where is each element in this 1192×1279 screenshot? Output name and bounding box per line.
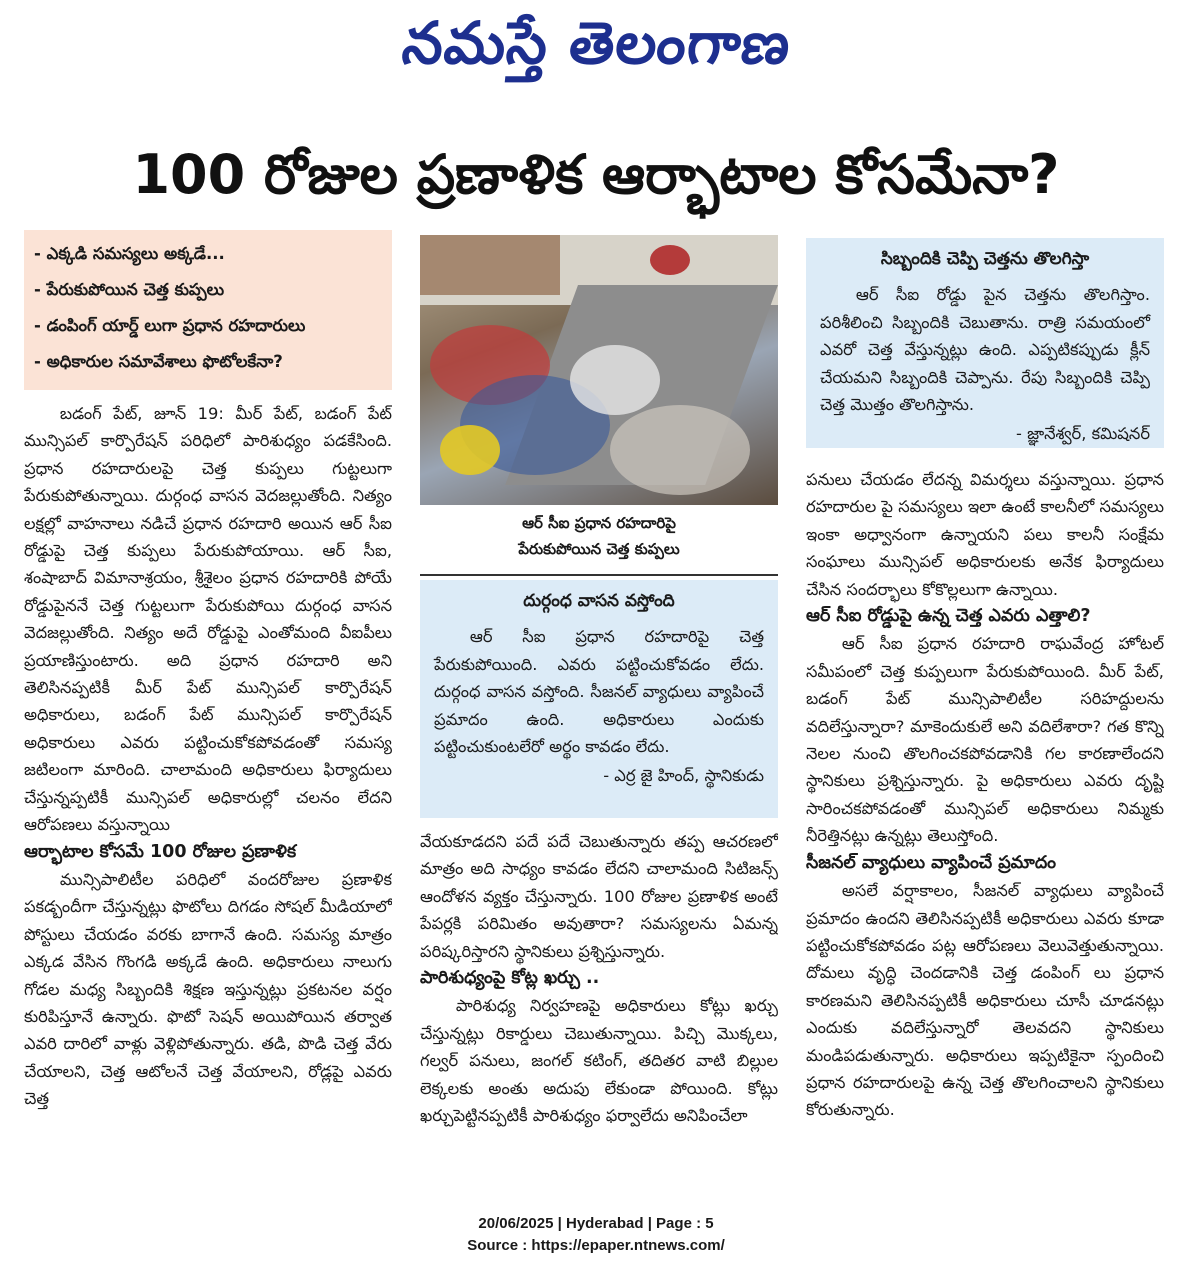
highlight-item: - ఎక్కడి సమస్యలు అక్కడే... bbox=[34, 244, 225, 263]
highlight-item: - పేరుకుపోయిన చెత్త కుప్పలు bbox=[34, 280, 225, 299]
column-right bbox=[806, 466, 1164, 1200]
article-paragraph: బడంగ్ పేట్, జూన్ 19: మీర్ పేట్, బడంగ్ పేట్ మున్సిపల్ కార్పొరేషన్ పరిధిలో పారిశుధ్యం పడకేసింది. ప్రధాన రహదారులపై చెత్త కుప్పలు గుట్టలుగా పేరుకుపోతున్నాయి. దుర్గంధ వాసన వెదజల్లుతోంది. నిత్యం లక్షల్లో వాహనాలు నడిచే ప్రధాన రహదారి అయిన ఆర్ సీఐ రోడ్డుపై చెత్త కుప్పలు పేరుకుపోయాయి. ఆర్ సీఐ, శంషాబాద్ విమానాశ్రయం, శ్రీశైలం ప్రధాన రహదారికి పోయే రోడ్డుపైననే చెత్త గుట్టలుగా పేరుకుపోయి దుర్గంధ వాసన వెదజల్లుతోంది. నిత్యం అదే రోడ్డుపై ఎంతోమంది వీఐపీలు ప్రయాణిస్తుంటారు. అది ప్రధాన రహదారి అని తెలిసినప్పటికీ మీర్ పేట్ మున్సిపల్ కార్పొరేషన్ అధికారులు, బడంగ్ పేట్ మున్సిపల్ కార్పొరేషన్ అధికారులు ఎవరు పట్టించుకోకపోవడంతో సమస్య జటిలంగా మారింది. చాలామంది అధికారులు ఫిర్యాదులు చేస్తున్నప్పటికీ మున్సిపల్ అధికారుల్లో చలనం లేదని ఆరోపణలు వస్తున్నాయి bbox=[24, 404, 392, 835]
masthead bbox=[0, 0, 1192, 100]
masthead-logo: నమస్తే తెలంగాణ bbox=[399, 8, 795, 77]
column-left bbox=[24, 400, 392, 1200]
footer-source-line: Source : https://epaper.ntnews.com/ bbox=[467, 1237, 725, 1254]
quote-signature: - జ్ఞానేశ్వర్, కమిషనర్ bbox=[1016, 424, 1150, 444]
page-footer bbox=[0, 1213, 1192, 1257]
footer-date-line: 20/06/2025 | Hyderabad | Page : 5 bbox=[478, 1215, 714, 1232]
article-paragraph: ఆర్ సీఐ ప్రధాన రహదారి రాఘవేంద్ర హోటల్ సమీపంలో చెత్త కుప్పలుగా పేరుకుపోయింది. మీర్ పేట్, బడంగ్ పేట్ మున్సిపాలిటీల సరిహద్దులను వదిలేస్తున్నారా? మాకెందుకులే అని వదిలేశారా? గత కొన్ని నెలల నుంచి తొలగించకపోవడానికి గల కారణాలేందని స్థానికులు ప్రశ్నిస్తున్నారు. పై అధికారులు ఎవరు దృష్టి సారించకపోవడంతో మున్సిపల్ అధికారులు నిమ్మకు నీరెత్తినట్లు ఉన్నట్లు తెలుస్తోంది. bbox=[806, 634, 1164, 846]
highlights-box bbox=[24, 230, 392, 390]
subheading: ఆర్ సీఐ రోడ్డుపై ఉన్న చెత్త ఎవరు ఎత్తాలి? bbox=[806, 606, 1091, 627]
highlight-item: - అధికారుల సమావేశాలు ఫొటోలకేనా? bbox=[34, 352, 283, 371]
photo-caption bbox=[420, 510, 778, 576]
subheading: పారిశుధ్యంపై కోట్ల ఖర్చు .. bbox=[420, 968, 600, 989]
article-paragraph: పారిశుధ్య నిర్వహణపై అధికారులు కోట్లు ఖర్చు చేస్తున్నట్లు రికార్డులు చెబుతున్నాయి. పిచ్చి మొక్కలు, గల్వర్ పనులు, జంగల్ కటింగ్, తదితర వాటి బిల్లుల లెక్కలకు అంతు అదుపు లేకుండా పోయింది. కోట్లు ఖర్చుపెట్టినప్పటికీ పారిశుధ్యం ఫర్వాలేదు అనిపించేలా bbox=[420, 996, 778, 1126]
article-paragraph: మున్సిపాలిటీల పరిధిలో వందరోజుల ప్రణాళిక పకడ్బందీగా చేస్తున్నట్లు ఫొటోలు దిగడం సోషల్ మీడియాలో పోస్టులు చేయడం వరకు బాగానే ఉంది. సమస్య మాత్రం ఎక్కడ వేసిన గొంగడి అక్కడే ఉంది. అధికారులు నాలుగు గోడల మధ్య సిబ్బందికి శిక్షణ ఇస్తున్నట్లు ప్రకటనల వర్షం కురిపిస్తూనే ఉన్నారు. ఫొటో సెషన్ అయిపోయిన తర్వాత ఎవరి దారిలో వాళ్లు వెళ్లిపోతున్నారు. తడి, పొడి చెత్త వేరు చేయాలని, చెత్త ఆటోలనే చెత్త వేయాలని, రోడ్లపై ఎవరు చెత్త bbox=[24, 869, 392, 1109]
quote-title: సిబ్బందికి చెప్పి చెత్తను తొలగిస్తా bbox=[880, 249, 1090, 269]
quote-text: ఆర్ సీఐ రోడ్డు పైన చెత్తను తొలగిస్తాం. పరిశీలించి సిబ్బందికి చెబుతాను. రాత్రి సమయంలో ఎవరో చెత్త వేస్తున్నట్లు ఉంది. ఎప్పటికప్పుడు క్లీన్ చేయమని సిబ్బందికి చెప్పాను. రేపు సిబ్బందికి చెప్పి చెత్త మొత్తం తొలగిస్తాను. bbox=[820, 285, 1150, 415]
garbage-photo bbox=[420, 235, 778, 505]
column-middle bbox=[420, 828, 778, 1200]
headline: 100 రోజుల ప్రణాళిక ఆర్భాటాల కోసమేనా? bbox=[132, 143, 1060, 206]
subheading: సీజనల్ వ్యాధులు వ్యాపించే ప్రమాదం bbox=[806, 852, 1057, 873]
article-paragraph: అసలే వర్షాకాలం, సీజనల్ వ్యాధులు వ్యాపించే ప్రమాదం ఉందని తెలిసినప్పటికీ అధికారులు ఎవరు కూడా పట్టించుకోకపోవడం పట్ల ఆరోపణలు వెలువెత్తుతున్నాయి. దోమలు వృద్ధి చెందడానికి చెత్త డంపింగ్ లు ప్రధాన కారణమని తెలిసినప్పటికీ అధికారులు చూసీ చూడనట్లు ఎందుకు వదిలేస్తున్నారో తెలవదని స్థానికులు మండిపడుతున్నారు. అధికారులు ఇప్పటికైనా స్పందించి ప్రధాన రహదారులపై ఉన్న చెత్త తొలగించాలని స్థానికులు కోరుతున్నారు. bbox=[806, 881, 1164, 1120]
caption-line: పేరుకుపోయిన చెత్త కుప్పలు bbox=[518, 540, 680, 558]
quote-signature: - ఎర్ర జై హింద్, స్థానికుడు bbox=[603, 766, 764, 786]
quote-text: ఆర్ సీఐ ప్రధాన రహదారిపై చెత్త పేరుకుపోయింది. ఎవరు పట్టించుకోవడం లేదు. దుర్గంధ వాసన వస్తోంది. సీజనల్ వ్యాధులు వ్యాపించే ప్రమాదం ఉంది. అధికారులు ఎందుకు పట్టించుకుంటలేరో అర్థం కావడం లేదు. bbox=[434, 627, 764, 757]
caption-line: ఆర్ సీఐ ప్రధాన రహదారిపై bbox=[522, 514, 676, 532]
quote-box-local bbox=[420, 580, 778, 818]
quote-title: దుర్గంధ వాసన వస్తోంది bbox=[523, 591, 675, 611]
quote-box-commissioner bbox=[806, 238, 1164, 448]
highlight-item: - డంపింగ్ యార్డ్ లుగా ప్రధాన రహదారులు bbox=[34, 316, 306, 335]
article-paragraph: పనులు చేయడం లేదన్న విమర్శలు వస్తున్నాయి. ప్రధాన రహదారుల పై సమస్యలు ఇలా ఉంటే కాలనీలో సమస్యలు ఇంకా అధ్వానంగా ఉన్నాయని పలు కాలనీ సంక్షేమ సంఘాలు మున్సిపల్ అధికారులకు అనేక ఫిర్యాదులు చేసిన సందర్భాలు కోకొల్లలుగా ఉన్నాయి. bbox=[806, 470, 1164, 599]
subheading: ఆర్భాటాల కోసమే 100 రోజుల ప్రణాళిక bbox=[24, 841, 297, 862]
article-paragraph: వేయకూడదని పదే పదే చెబుతున్నారు తప్ప ఆచరణలో మాత్రం అది సాధ్యం కావడం లేదని చాలామంది సిటిజన్స్ ఆందోళన వ్యక్తం చేస్తున్నారు. 100 రోజుల ప్రణాళిక అంటే పేపర్లకి పరిమితం అవుతారా? సమస్యలను ఏమన్న పరిష్కరిస్తారని స్థానికులు ప్రశ్నిస్తున్నారు. bbox=[420, 832, 778, 961]
